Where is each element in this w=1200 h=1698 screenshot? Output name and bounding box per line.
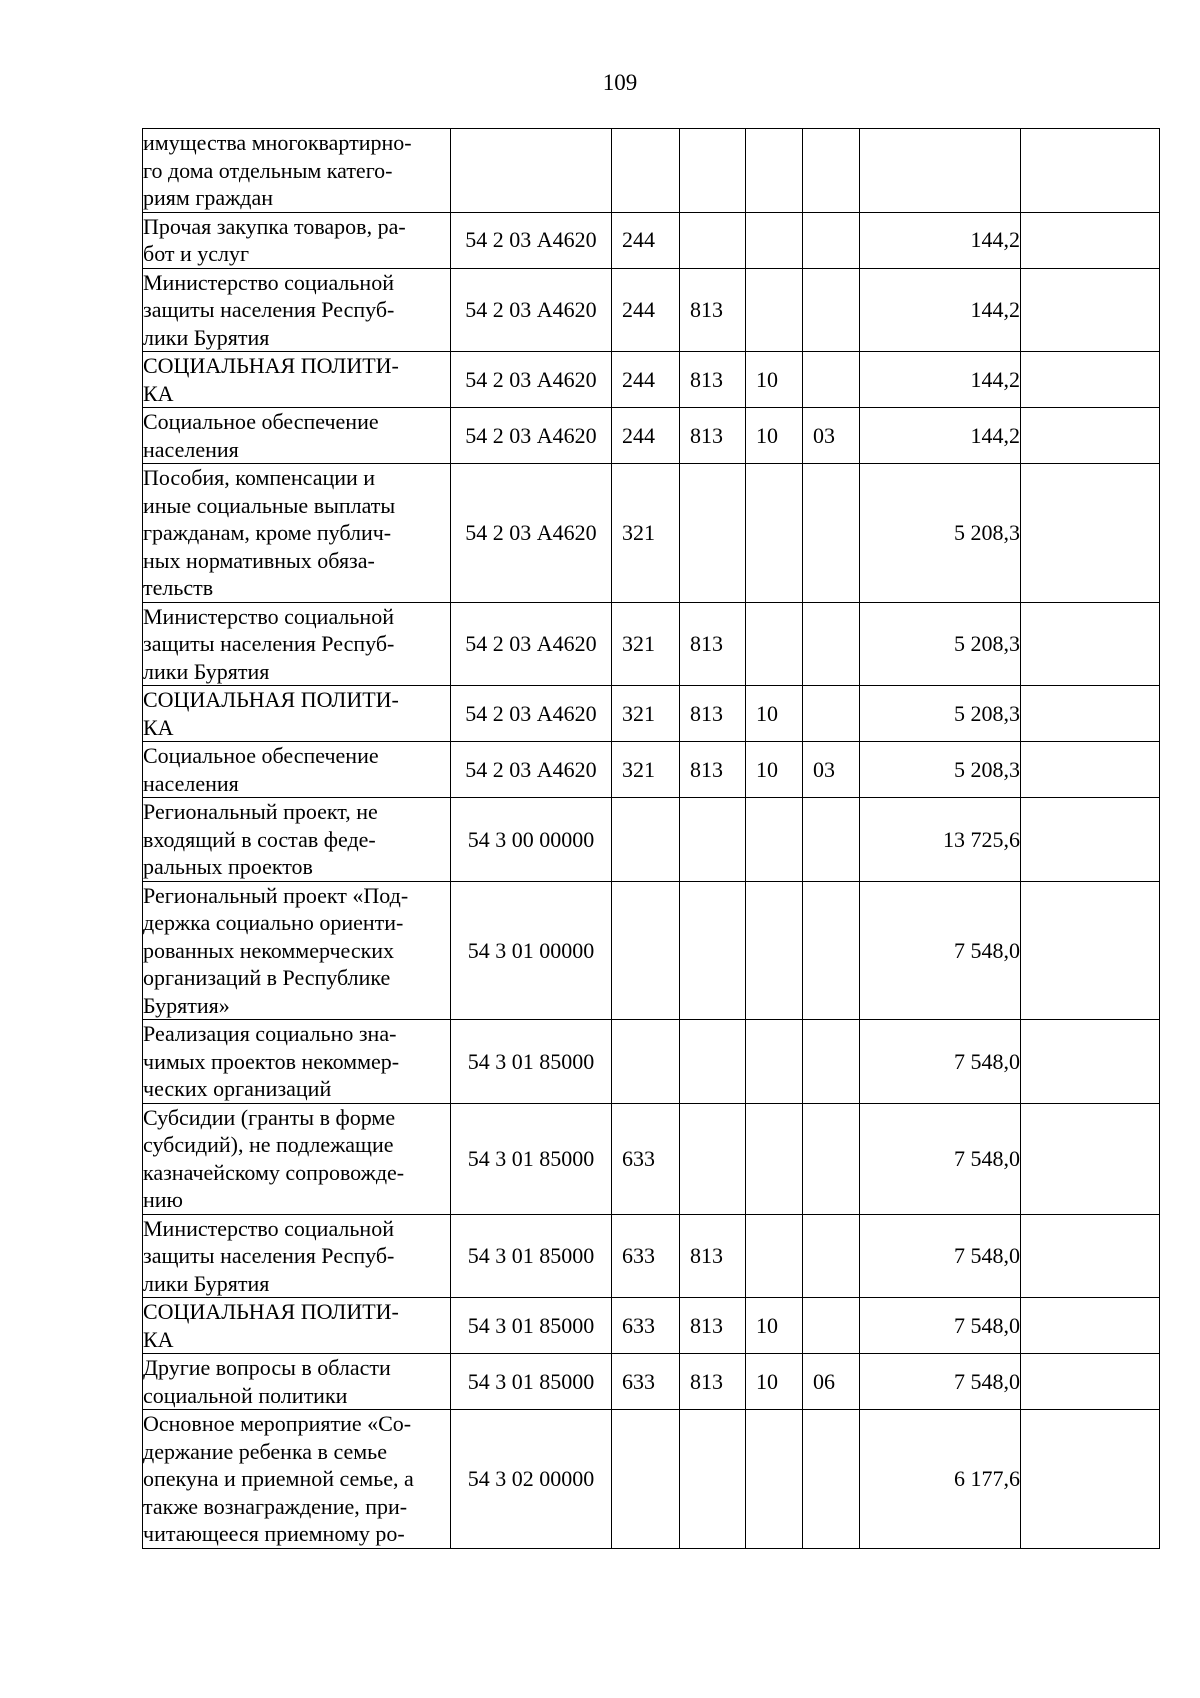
section-cell [746, 1410, 803, 1549]
item-name-cell [143, 352, 451, 408]
subsection-cell [803, 1214, 860, 1298]
section-cell [746, 1103, 803, 1214]
administrator-code-cell [680, 798, 746, 882]
item-name-cell [143, 268, 451, 352]
empty-cell [1021, 1354, 1160, 1410]
item-name-line: защиты населения Респуб- [143, 1243, 395, 1268]
target-article-code-cell: 54 3 01 85000 [451, 1298, 612, 1354]
subsection-cell [803, 798, 860, 882]
item-name-line: рованных некоммерческих [143, 937, 395, 963]
item-name-line: населения [143, 436, 239, 462]
subsection-cell [803, 129, 860, 213]
item-name-line: опекуна и приемной семье, а [143, 1466, 414, 1491]
amount-cell: 7 548,0 [860, 1214, 1021, 1298]
item-name-cell [143, 1354, 451, 1410]
section-cell [746, 1214, 803, 1298]
administrator-code-cell [680, 1103, 746, 1214]
table-row [143, 1410, 1160, 1549]
subsection-cell [803, 1103, 860, 1214]
item-name-line: имущества многоквартирно- [143, 130, 412, 155]
section-cell: 10 [746, 742, 803, 798]
expense-type-cell: 633 [612, 1298, 680, 1354]
item-name-line: держка социально ориенти- [143, 910, 404, 935]
expense-type-cell [612, 1410, 680, 1549]
item-name-line: Социальное обеспечение [143, 409, 379, 434]
item-name-cell [143, 881, 451, 1020]
table-row [143, 798, 1160, 882]
expense-type-cell: 244 [612, 352, 680, 408]
item-name-line: субсидий), не подлежащие [143, 1132, 394, 1157]
administrator-code-cell: 813 [680, 686, 746, 742]
item-name-cell [143, 1410, 451, 1549]
item-name-line: Пособия, компенсации и [143, 465, 376, 490]
amount-cell: 5 208,3 [860, 602, 1021, 686]
item-name-line: КА [143, 380, 174, 406]
amount-cell: 6 177,6 [860, 1410, 1021, 1549]
subsection-cell [803, 1020, 860, 1104]
amount-cell: 13 725,6 [860, 798, 1021, 882]
administrator-code-cell [680, 881, 746, 1020]
administrator-code-cell [680, 1020, 746, 1104]
item-name-cell [143, 408, 451, 464]
section-cell [746, 798, 803, 882]
administrator-code-cell: 813 [680, 602, 746, 686]
subsection-cell [803, 212, 860, 268]
item-name-line: Региональный проект «Под- [143, 882, 409, 908]
empty-cell [1021, 686, 1160, 742]
item-name-line: лики Бурятия [143, 324, 270, 350]
table-row [143, 1214, 1160, 1298]
amount-cell: 144,2 [860, 212, 1021, 268]
expense-type-cell [612, 798, 680, 882]
empty-cell [1021, 408, 1160, 464]
item-name-line: держание ребенка в семье [143, 1438, 387, 1464]
item-name-line: организаций в Республике [143, 965, 391, 990]
amount-cell: 5 208,3 [860, 686, 1021, 742]
item-name-line: социальной политики [143, 1382, 348, 1408]
expense-type-cell: 244 [612, 212, 680, 268]
item-name-line: тельств [143, 575, 214, 600]
item-name-line: читающееся приемному ро- [143, 1521, 405, 1546]
item-name-line: ческих организаций [143, 1076, 332, 1101]
administrator-code-cell [680, 464, 746, 603]
section-cell: 10 [746, 686, 803, 742]
item-name-line: бот и услуг [143, 241, 250, 266]
item-name-cell [143, 129, 451, 213]
empty-cell [1021, 1298, 1160, 1354]
item-name-cell [143, 1020, 451, 1104]
item-name-cell [143, 742, 451, 798]
item-name-line: КА [143, 714, 174, 740]
item-name-line: Субсидии (гранты в форме [143, 1104, 396, 1130]
section-cell: 10 [746, 352, 803, 408]
amount-cell: 5 208,3 [860, 742, 1021, 798]
item-name-line: Другие вопросы в области [143, 1355, 391, 1380]
item-name-line: риям граждан [143, 185, 274, 210]
item-name-line: Социальное обеспечение [143, 743, 379, 768]
table-row [143, 1354, 1160, 1410]
empty-cell [1021, 881, 1160, 1020]
administrator-code-cell: 813 [680, 408, 746, 464]
administrator-code-cell [680, 212, 746, 268]
item-name-line: гражданам, кроме публич- [143, 520, 392, 545]
section-cell: 10 [746, 1298, 803, 1354]
empty-cell [1021, 1410, 1160, 1549]
expense-type-cell: 321 [612, 602, 680, 686]
expense-type-cell: 321 [612, 742, 680, 798]
table-row [143, 1298, 1160, 1354]
item-name-line: иные социальные выплаты [143, 492, 396, 518]
expense-type-cell [612, 881, 680, 1020]
target-article-code-cell: 54 3 01 85000 [451, 1214, 612, 1298]
subsection-cell [803, 352, 860, 408]
table-row [143, 129, 1160, 213]
table-row [143, 881, 1160, 1020]
section-cell [746, 268, 803, 352]
item-name-line: также вознаграждение, при- [143, 1493, 408, 1519]
administrator-code-cell: 813 [680, 1214, 746, 1298]
table-row [143, 742, 1160, 798]
subsection-cell [803, 686, 860, 742]
section-cell [746, 129, 803, 213]
item-name-line: ральных проектов [143, 854, 313, 879]
expense-type-cell: 321 [612, 464, 680, 603]
item-name-cell [143, 212, 451, 268]
expense-type-cell: 633 [612, 1354, 680, 1410]
target-article-code-cell: 54 3 00 00000 [451, 798, 612, 882]
item-name-line: Прочая закупка товаров, ра- [143, 213, 406, 239]
target-article-code-cell: 54 2 03 А4620 [451, 686, 612, 742]
amount-cell: 5 208,3 [860, 464, 1021, 603]
amount-cell: 144,2 [860, 408, 1021, 464]
administrator-code-cell: 813 [680, 352, 746, 408]
expense-type-cell [612, 1020, 680, 1104]
item-name-line: Региональный проект, не [143, 799, 378, 824]
item-name-line: Реализация социально зна- [143, 1021, 397, 1046]
target-article-code-cell: 54 3 01 85000 [451, 1020, 612, 1104]
section-cell [746, 1020, 803, 1104]
empty-cell [1021, 798, 1160, 882]
item-name-cell [143, 1298, 451, 1354]
table-row [143, 686, 1160, 742]
target-article-code-cell: 54 3 02 00000 [451, 1410, 612, 1549]
expense-type-cell: 321 [612, 686, 680, 742]
section-cell: 10 [746, 1354, 803, 1410]
table-row [143, 408, 1160, 464]
section-cell [746, 602, 803, 686]
amount-cell: 144,2 [860, 268, 1021, 352]
table-row [143, 1020, 1160, 1104]
empty-cell [1021, 464, 1160, 603]
item-name-line: КА [143, 1326, 174, 1352]
table-row [143, 1103, 1160, 1214]
subsection-cell [803, 464, 860, 603]
budget-table-body [143, 129, 1160, 1549]
item-name-line: Министерство социальной [143, 603, 394, 629]
expense-type-cell: 244 [612, 408, 680, 464]
administrator-code-cell: 813 [680, 268, 746, 352]
subsection-cell [803, 881, 860, 1020]
subsection-cell [803, 268, 860, 352]
item-name-line: казначейскому сопровожде- [143, 1159, 405, 1185]
item-name-line: населения [143, 770, 239, 796]
table-row [143, 212, 1160, 268]
item-name-line: лики Бурятия [143, 658, 270, 684]
target-article-code-cell: 54 2 03 А4620 [451, 408, 612, 464]
empty-cell [1021, 212, 1160, 268]
item-name-line: входящий в состав феде- [143, 826, 376, 852]
item-name-cell [143, 602, 451, 686]
section-cell: 10 [746, 408, 803, 464]
subsection-cell [803, 1410, 860, 1549]
subsection-cell [803, 1298, 860, 1354]
empty-cell [1021, 1020, 1160, 1104]
subsection-cell [803, 602, 860, 686]
expense-type-cell [612, 129, 680, 213]
amount-cell: 7 548,0 [860, 1298, 1021, 1354]
administrator-code-cell: 813 [680, 1354, 746, 1410]
target-article-code-cell: 54 3 01 00000 [451, 881, 612, 1020]
amount-cell [860, 129, 1021, 213]
item-name-line: ных нормативных обяза- [143, 547, 375, 573]
expense-type-cell: 244 [612, 268, 680, 352]
expense-type-cell: 633 [612, 1103, 680, 1214]
empty-cell [1021, 1214, 1160, 1298]
item-name-line: чимых проектов некоммер- [143, 1048, 400, 1074]
amount-cell: 7 548,0 [860, 881, 1021, 1020]
section-cell [746, 464, 803, 603]
empty-cell [1021, 602, 1160, 686]
amount-cell: 7 548,0 [860, 1103, 1021, 1214]
item-name-line: нию [143, 1187, 183, 1212]
empty-cell [1021, 129, 1160, 213]
item-name-cell [143, 1214, 451, 1298]
item-name-line: Министерство социальной [143, 269, 394, 295]
subsection-cell: 06 [803, 1354, 860, 1410]
expense-type-cell: 633 [612, 1214, 680, 1298]
target-article-code-cell: 54 2 03 А4620 [451, 464, 612, 603]
item-name-line: защиты населения Респуб- [143, 297, 395, 322]
item-name-line: защиты населения Респуб- [143, 631, 395, 656]
table-row [143, 268, 1160, 352]
empty-cell [1021, 268, 1160, 352]
item-name-line: лики Бурятия [143, 1270, 270, 1296]
administrator-code-cell: 813 [680, 1298, 746, 1354]
item-name-line: СОЦИАЛЬНАЯ ПОЛИТИ- [143, 353, 399, 378]
amount-cell: 7 548,0 [860, 1020, 1021, 1104]
administrator-code-cell: 813 [680, 742, 746, 798]
page-number: 109 [602, 70, 638, 95]
item-name-line: СОЦИАЛЬНАЯ ПОЛИТИ- [143, 1299, 399, 1324]
item-name-line: го дома отдельным катего- [143, 157, 393, 183]
empty-cell [1021, 742, 1160, 798]
target-article-code-cell: 54 2 03 А4620 [451, 602, 612, 686]
amount-cell: 7 548,0 [860, 1354, 1021, 1410]
item-name-line: Бурятия» [143, 992, 230, 1018]
subsection-cell: 03 [803, 742, 860, 798]
item-name-cell [143, 686, 451, 742]
section-cell [746, 212, 803, 268]
table-row [143, 464, 1160, 603]
empty-cell [1021, 352, 1160, 408]
target-article-code-cell: 54 3 01 85000 [451, 1354, 612, 1410]
target-article-code-cell: 54 2 03 А4620 [451, 212, 612, 268]
target-article-code-cell [451, 129, 612, 213]
item-name-cell [143, 798, 451, 882]
item-name-line: Основное мероприятие «Со- [143, 1411, 412, 1436]
administrator-code-cell [680, 1410, 746, 1549]
item-name-line: СОЦИАЛЬНАЯ ПОЛИТИ- [143, 687, 399, 712]
amount-cell: 144,2 [860, 352, 1021, 408]
section-cell [746, 881, 803, 1020]
target-article-code-cell: 54 2 03 А4620 [451, 742, 612, 798]
target-article-code-cell: 54 2 03 А4620 [451, 352, 612, 408]
empty-cell [1021, 1103, 1160, 1214]
target-article-code-cell: 54 3 01 85000 [451, 1103, 612, 1214]
item-name-line: Министерство социальной [143, 1215, 394, 1241]
target-article-code-cell: 54 2 03 А4620 [451, 268, 612, 352]
administrator-code-cell [680, 129, 746, 213]
subsection-cell: 03 [803, 408, 860, 464]
budget-table [142, 128, 1160, 1549]
item-name-cell [143, 1103, 451, 1214]
table-row [143, 352, 1160, 408]
item-name-cell [143, 464, 451, 603]
table-row [143, 602, 1160, 686]
